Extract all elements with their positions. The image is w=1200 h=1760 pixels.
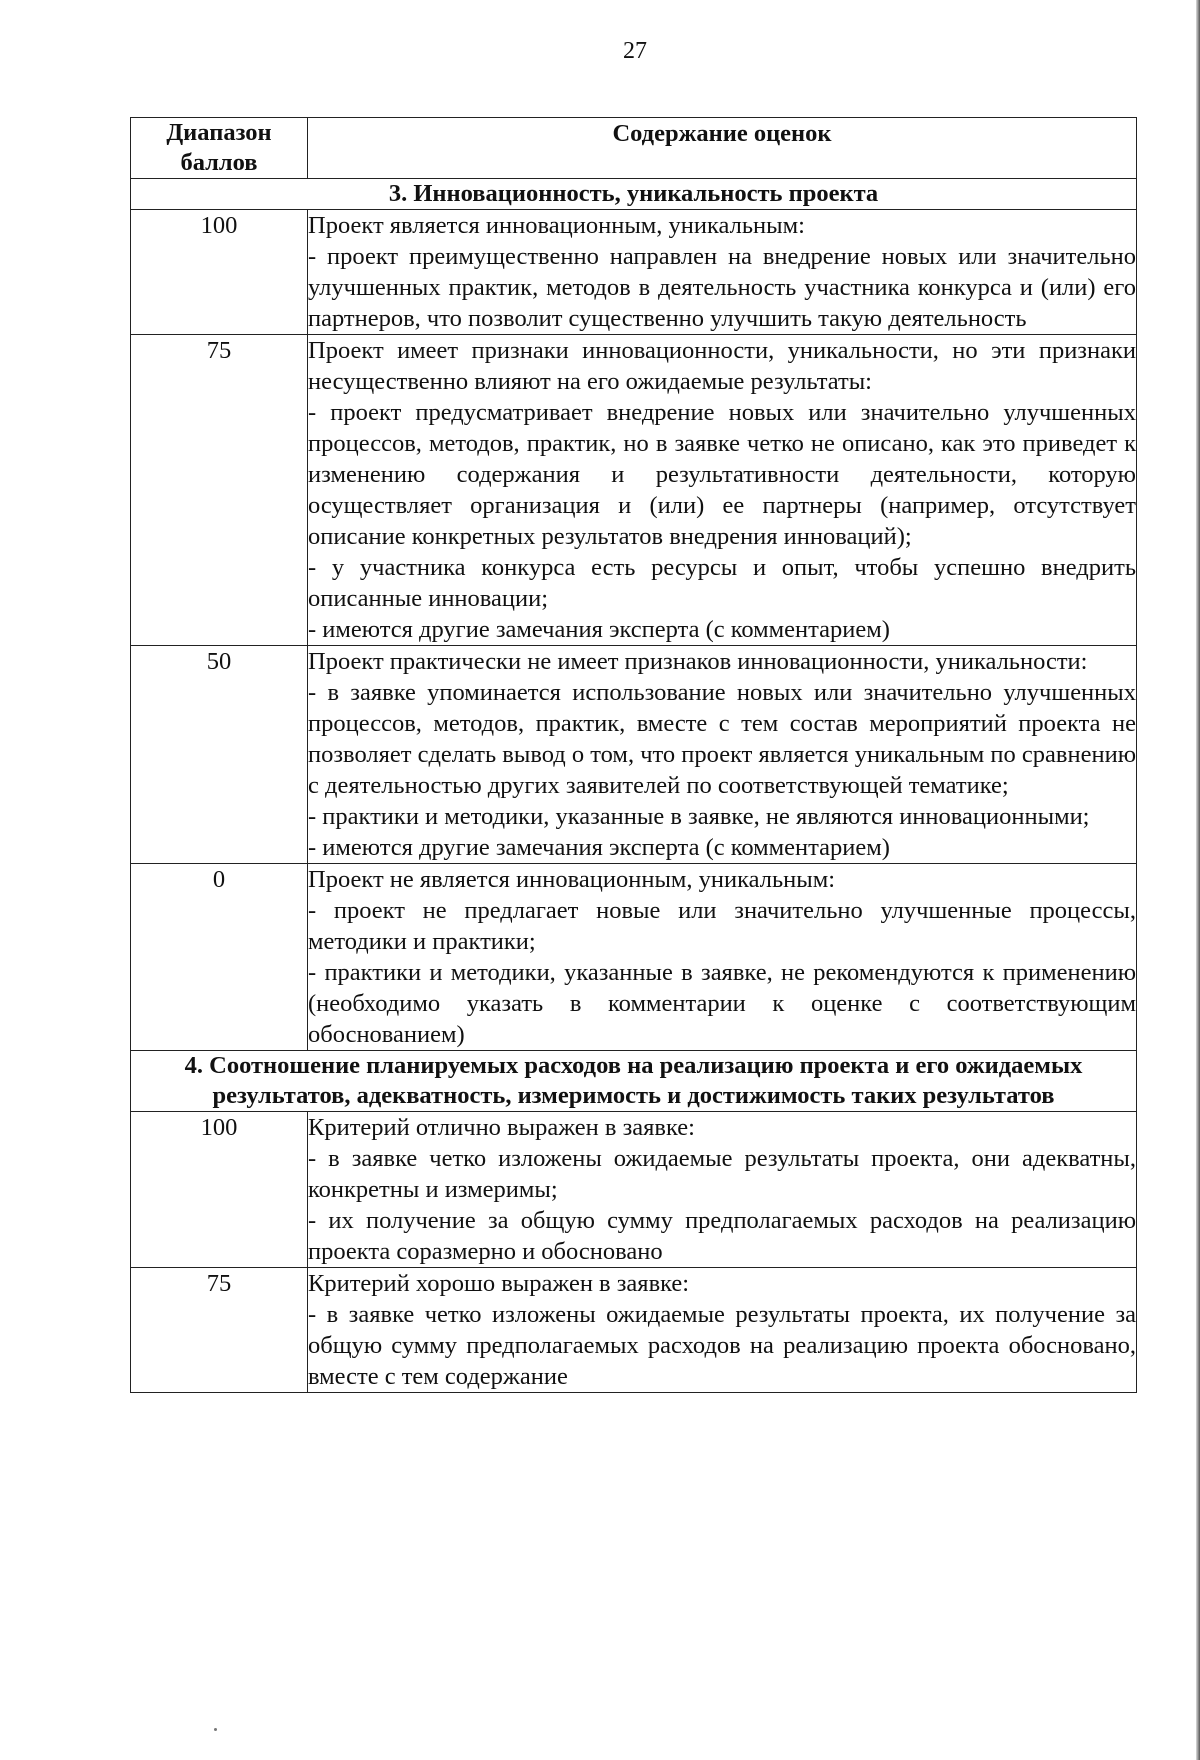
scan-edge-shadow <box>1196 0 1200 1760</box>
scan-speck <box>214 1728 217 1731</box>
score-row <box>131 646 1137 864</box>
description-line: - имеются другие замечания эксперта (с комментарием) <box>308 616 890 643</box>
description-line: - их получение за общую сумму предполагаемых расходов на реализацию проекта соразмерно и обосновано <box>308 1207 1136 1265</box>
score-description <box>308 864 1137 1051</box>
description-line: - имеются другие замечания эксперта (с комментарием) <box>308 834 890 861</box>
score-description <box>308 210 1137 335</box>
description-line: - у участника конкурса есть ресурсы и опыт, чтобы успешно внедрить описанные инновации; <box>308 554 1136 612</box>
section-title: 4. Соотношение планируемых расходов на реализацию проекта и его ожидаемых результатов, адекватность, измеримость и достижимость таких результатов <box>131 1051 1137 1112</box>
description-line: Критерий хорошо выражен в заявке: <box>308 1270 690 1297</box>
description-line: - в заявке упоминается использование новых или значительно улучшенных процессов, методов, практик, вместе с тем состав мероприятий проекта не позволяет сделать вывод о том, что проект является уникальным по сравнению с деятельностью других заявителей по соответствующей тематике; <box>308 679 1136 799</box>
header-content: Содержание оценок <box>308 118 1137 179</box>
score-row <box>131 335 1137 646</box>
description-line: - проект не предлагает новые или значительно улучшенные процессы, методики и практики; <box>308 897 1136 955</box>
score-description <box>308 646 1137 864</box>
score-value: 75 <box>131 335 308 646</box>
description-line: - проект преимущественно направлен на внедрение новых или значительно улучшенных практик, методов в деятельность участника конкурса и (или) его партнеров, что позволит существенно улучшить такую деятельность <box>308 243 1136 332</box>
score-row <box>131 1112 1137 1268</box>
description-line: Проект не является инновационным, уникальным: <box>308 866 836 893</box>
score-value: 100 <box>131 1112 308 1268</box>
description-line: - в заявке четко изложены ожидаемые результаты проекта, их получение за общую сумму предполагаемых расходов на реализацию проекта обосновано, вместе с тем содержание <box>308 1301 1136 1390</box>
description-line: Проект имеет признаки инновационности, уникальности, но эти признаки несущественно влияют на его ожидаемые результаты: <box>308 337 1136 395</box>
description-line: Критерий отлично выражен в заявке: <box>308 1114 695 1141</box>
section-title: 3. Инновационность, уникальность проекта <box>131 179 1137 210</box>
section-row <box>131 1051 1137 1112</box>
page-number: 27 <box>623 38 647 64</box>
score-description <box>308 335 1137 646</box>
score-description <box>308 1268 1137 1393</box>
score-value: 75 <box>131 1268 308 1393</box>
score-row <box>131 1268 1137 1393</box>
header-range: Диапазон баллов <box>131 118 308 179</box>
description-line: - практики и методики, указанные в заявке, не рекомендуются к применению (необходимо указать в комментарии к оценке с соответствующим обоснованием) <box>308 959 1136 1048</box>
description-line: Проект является инновационным, уникальным: <box>308 212 805 239</box>
score-row <box>131 210 1137 335</box>
score-value: 0 <box>131 864 308 1051</box>
description-line: - практики и методики, указанные в заявке, не являются инновационными; <box>308 803 1090 830</box>
score-description <box>308 1112 1137 1268</box>
description-line: Проект практически не имеет признаков инновационности, уникальности: <box>308 648 1088 675</box>
description-line: - проект предусматривает внедрение новых или значительно улучшенных процессов, методов, практик, но в заявке четко не описано, как это приведет к изменению содержания и результативности деятельности, которую осуществляет организация и (или) ее партнеры (например, отсутствует описание конкретных результатов внедрения инноваций); <box>308 399 1136 550</box>
score-value: 100 <box>131 210 308 335</box>
header-row <box>131 118 1137 179</box>
score-value: 50 <box>131 646 308 864</box>
score-row <box>131 864 1137 1051</box>
evaluation-table <box>130 117 1137 1393</box>
description-line: - в заявке четко изложены ожидаемые результаты проекта, они адекватны, конкретны и измеримы; <box>308 1145 1136 1203</box>
section-row <box>131 179 1137 210</box>
